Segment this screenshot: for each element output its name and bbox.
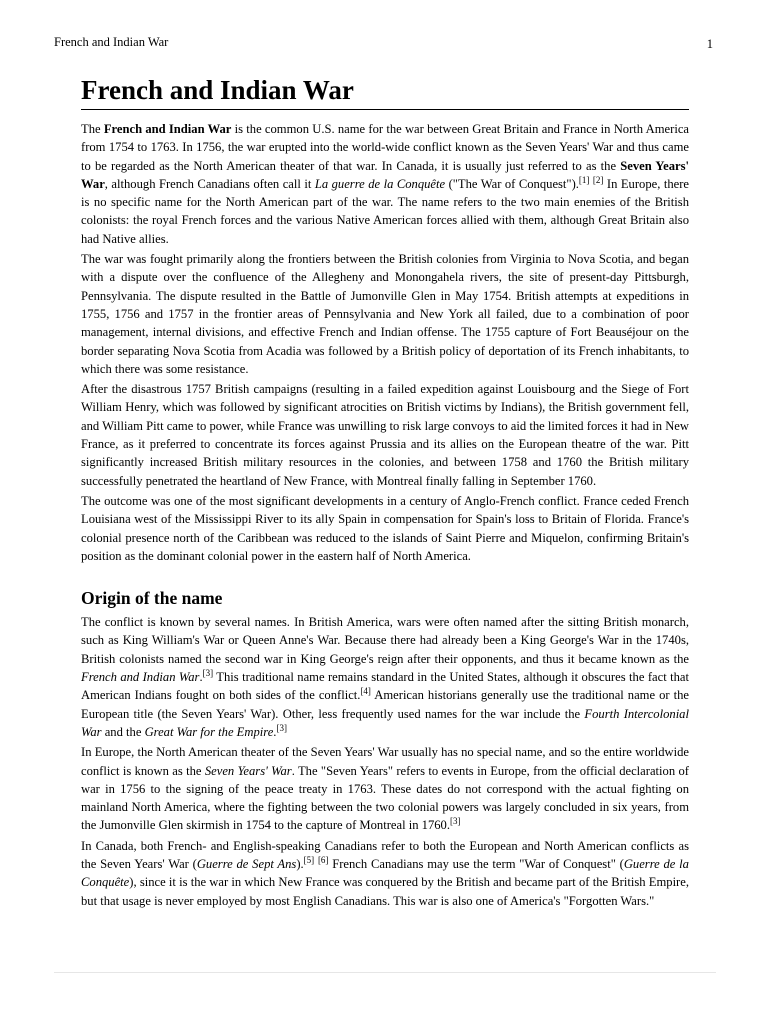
italic-term: Great War for the Empire bbox=[144, 724, 274, 739]
intro-paragraph-2: The war was fought primarily along the frontiers between the British colonies from Virginia to Nova Scotia, and began with a dispute over the confluence of the Allegheny and Monongahela rivers, the site of present-day Pittsburgh, Pennsylvania. The dispute resulted in the Battle of Jumonville Glen in May 1754. British attempts at expeditions in 1755, 1756 and 1757 in the frontier areas of Pennsylvania and New York all failed, due to a combination of poor management, internal divisions, and effective French and Indian offense. The 1755 capture of Fort Beauséjour on the border separating Nova Scotia from Acadia was followed by a British policy of deportation of its French inhabitants, to which there was some resistance. bbox=[81, 252, 689, 376]
origin-paragraph-3: In Canada, both French- and English-speaking Canadians refer to both the European and North American conflicts as the Seven Years' War (Guerre de Sept Ans).[5] [6] French Canadians may use the term "War of Conquest" (Guerre de la Conquête), since it is the war in which New France was conquered by the British and became part of the British Empire, but that usage is never employed by most English Canadians. This war is also one of America's "Forgotten Wars." bbox=[81, 838, 689, 908]
origin-paragraph-1: The conflict is known by several names. In British America, wars were often named after the sitting British monarch, such as King William's War or Queen Anne's War. Because there had already been a King George's War in the 1740s, British colonists named the second war in King George's reign after their opponents, and thus it became known as the French and Indian War.[3] This traditional name remains standard in the United States, although it obscures the fact that American Indians fought on both sides of the conflict.[4] American historians generally use the traditional name or the European title (the Seven Years' War). Other, less frequently used names for the war include the Fourth Intercolonial War and the Great War for the Empire.[3] bbox=[81, 615, 689, 739]
page-number: 1 bbox=[706, 37, 713, 51]
intro-paragraph-4: The outcome was one of the most significant developments in a century of Anglo-French conflict. France ceded French Louisiana west of the Mississippi River to its ally Spain in compensation for Spain's loss to Britain of Florida. France's colonial presence north of the Caribbean was reduced to the islands of Saint Pierre and Miquelon, confirming Britain's position as the dominant colonial power in the eastern half of North America. bbox=[81, 493, 689, 563]
citation-link[interactable]: [3] bbox=[276, 722, 287, 733]
citation-link[interactable]: [6] bbox=[317, 854, 329, 865]
italic-term: Guerre de la Conquête bbox=[81, 856, 689, 890]
bold-term: Seven Years' War bbox=[81, 158, 689, 191]
italic-term: Fourth Intercolonial War bbox=[81, 706, 689, 739]
citation-link[interactable]: [1] bbox=[578, 174, 590, 185]
citation-link[interactable]: [5] bbox=[303, 854, 315, 865]
footer-divider bbox=[54, 972, 716, 973]
origin-paragraph-2: In Europe, the North American theater of the Seven Years' War usually has no special name, and so the entire worldwide conflict is known as the Seven Years' War. The "Seven Years" refers to events in Europe, from the official declaration of war in 1756 to the signing of the peace treaty in 1763. These dates do not correspond with the actual fighting on mainland North America, where the fighting between the two colonial powers was largely concluded in six years, from the Jumonville Glen skirmish in 1754 to the capture of Montreal in 1760.[3] bbox=[81, 745, 689, 833]
italic-term: Guerre de Sept Ans bbox=[196, 856, 297, 871]
section-heading: Origin of the name bbox=[81, 588, 223, 609]
bold-term: French and Indian War bbox=[103, 122, 232, 136]
running-header-title: French and Indian War bbox=[54, 35, 169, 49]
citation-link[interactable]: [2] bbox=[592, 174, 604, 185]
article-body bbox=[81, 74, 689, 910]
italic-term: Seven Years' War bbox=[204, 763, 292, 778]
citation-link[interactable]: [3] bbox=[450, 816, 461, 827]
italic-term: La guerre de la Conquête bbox=[314, 176, 446, 191]
intro-paragraph-1: The French and Indian War is the common U.S. name for the war between Great Britain and France in North America from 1754 to 1763. In 1756, the war erupted into the world-wide conflict known as the Seven Years' War and thus came to be regarded as the North American theater of that war. In Canada, it is usually just referred to as the Seven Years' War, although French Canadians often call it La guerre de la Conquête ("The War of Conquest").[1] [2] In Europe, there is no specific name for the North American part of the war. The name refers to the two main enemies of the British colonists: the royal French forces and the various Native American forces allied with them, although Great Britain also had Native allies. bbox=[81, 122, 690, 246]
page-title: French and Indian War bbox=[81, 74, 689, 110]
citation-link[interactable]: [3] bbox=[202, 667, 214, 678]
intro-paragraph-3: After the disastrous 1757 British campaigns (resulting in a failed expedition against Louisbourg and the Siege of Fort William Henry, which was followed by significant atrocities on British victims by Indians), the British government fell, and William Pitt came to power, while France was unwilling to risk large convoys to aid the limited forces it had in New France, as it preferred to concentrate its forces against Prussia and its allies on the European theatre of the war. Pitt significantly increased British military resources in the colonies, and between 1758 and 1760 the British military successfully penetrated the heartland of New France, with Montreal finally falling in September 1760. bbox=[81, 382, 689, 488]
italic-term: French and Indian War bbox=[81, 670, 200, 685]
citation-link[interactable]: [4] bbox=[360, 686, 371, 697]
